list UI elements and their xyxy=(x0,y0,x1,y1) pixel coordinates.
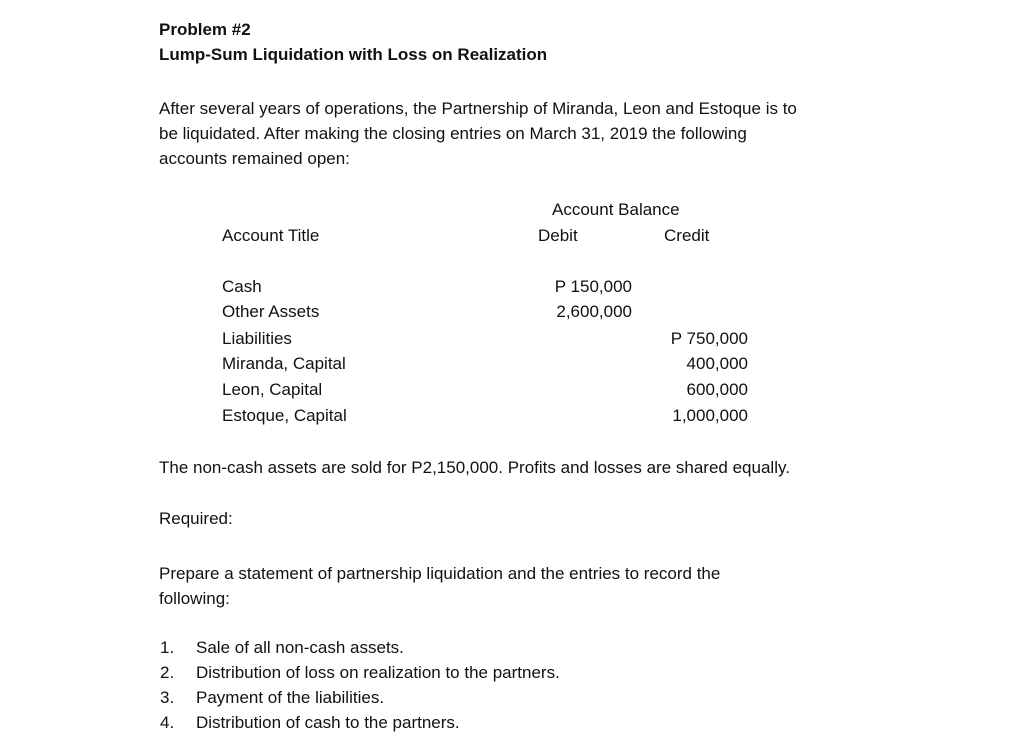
sale-note: The non-cash assets are sold for P2,150,000. Profits and losses are shared equally. xyxy=(159,458,790,477)
credit-value: 1,000,000 xyxy=(672,406,748,425)
list-item: Sale of all non-cash assets. xyxy=(196,638,404,657)
problem-title: Lump-Sum Liquidation with Loss on Realization xyxy=(159,45,548,64)
intro-line: be liquidated. After making the closing entries on March 31, 2019 the following xyxy=(159,124,747,143)
list-item: Payment of the liabilities. xyxy=(196,688,385,707)
intro-paragraph xyxy=(159,96,899,171)
account-title: Estoque, Capital xyxy=(222,406,347,425)
account-title-header: Account Title xyxy=(222,226,320,245)
account-title: Miranda, Capital xyxy=(222,354,346,373)
required-label: Required: xyxy=(159,509,233,528)
debit-value: 2,600,000 xyxy=(556,302,632,321)
debit-header: Debit xyxy=(538,226,578,245)
debit-value: P 150,000 xyxy=(554,277,632,296)
credit-value: 600,000 xyxy=(686,380,748,399)
credit-header: Credit xyxy=(664,226,710,245)
list-item-number: 1. xyxy=(160,638,175,657)
instructions-paragraph xyxy=(159,561,899,611)
list-item-number: 3. xyxy=(160,688,175,707)
account-title: Other Assets xyxy=(222,302,320,321)
intro-line: After several years of operations, the Partnership of Miranda, Leon and Estoque is to xyxy=(159,99,797,118)
instructions-line: Prepare a statement of partnership liquidation and the entries to record the xyxy=(159,564,721,583)
intro-line: accounts remained open: xyxy=(159,149,350,168)
instructions-line: following: xyxy=(159,589,230,608)
account-title: Leon, Capital xyxy=(222,380,323,399)
list-item-number: 4. xyxy=(160,713,175,732)
account-title: Cash xyxy=(222,277,262,296)
list-item: Distribution of loss on realization to the partners. xyxy=(196,663,560,682)
list-item: Distribution of cash to the partners. xyxy=(196,713,460,732)
problem-number: Problem #2 xyxy=(159,20,251,39)
credit-value: 400,000 xyxy=(686,354,748,373)
account-balance-header: Account Balance xyxy=(552,200,680,219)
credit-value: P 750,000 xyxy=(670,329,748,348)
account-title: Liabilities xyxy=(222,329,292,348)
list-item-number: 2. xyxy=(160,663,175,682)
